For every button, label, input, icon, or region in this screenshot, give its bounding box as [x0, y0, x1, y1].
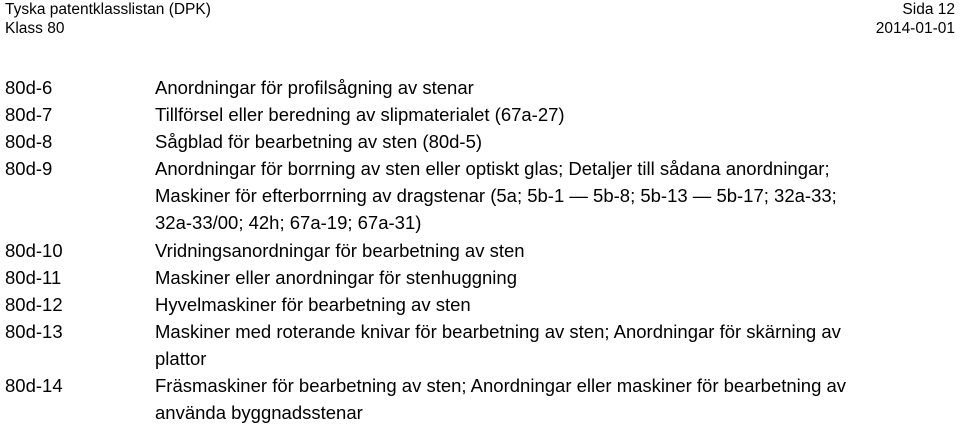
description-line: Fräsmaskiner för bearbetning av sten; Anordningar eller maskiner för bearbetning av	[155, 375, 847, 397]
description-line: Vridningsanordningar för bearbetning av sten	[155, 239, 525, 261]
class-code: 80d-10	[5, 239, 63, 261]
classification-list	[5, 74, 955, 426]
list-item	[5, 128, 955, 155]
description-line: Hyvelmaskiner för bearbetning av sten	[155, 293, 471, 315]
class-description	[155, 128, 950, 155]
header-row-top	[5, 0, 955, 19]
page-number: Sida 12	[902, 1, 955, 18]
description-line: Maskiner med roterande knivar för bearbetning av sten; Anordningar för skärning av	[155, 320, 841, 342]
list-item	[5, 318, 955, 372]
list-item	[5, 155, 955, 236]
class-code: 80d-6	[5, 77, 53, 98]
class-description	[155, 264, 950, 291]
document-title: Tyska patentklasslistan (DPK)	[5, 1, 211, 18]
class-code: 80d-14	[5, 375, 63, 397]
class-description	[155, 291, 950, 318]
class-description	[155, 237, 950, 264]
class-code: 80d-8	[5, 131, 53, 153]
document-date: 2014-01-01	[875, 20, 955, 37]
class-description	[155, 372, 950, 426]
description-line: Anordningar för borrning av sten eller optiskt glas; Detaljer till sådana anordningar;	[155, 158, 830, 180]
class-description	[155, 101, 950, 128]
list-item	[5, 264, 955, 291]
class-description	[155, 318, 950, 372]
class-code: 80d-13	[5, 320, 63, 342]
page-header	[5, 0, 955, 40]
description-line: Anordningar för profilsågning av stenar	[155, 77, 474, 98]
description-line: plattor	[155, 347, 207, 369]
description-line: använda byggnadsstenar	[155, 402, 363, 424]
description-line: Sågblad för bearbetning av sten (80d-5)	[155, 131, 483, 153]
description-line: 32a-33/00; 42h; 67a-19; 67a-31)	[155, 212, 422, 234]
class-code: 80d-9	[5, 158, 53, 180]
description-line: Maskiner eller anordningar för stenhuggning	[155, 266, 517, 288]
list-item	[5, 101, 955, 128]
class-code: 80d-12	[5, 293, 63, 315]
list-item	[5, 237, 955, 264]
class-description	[155, 155, 950, 236]
class-label: Klass 80	[5, 20, 65, 37]
class-code: 80d-7	[5, 104, 53, 126]
list-item	[5, 291, 955, 318]
class-description	[155, 74, 950, 101]
class-code: 80d-11	[5, 266, 62, 288]
description-line: Maskiner för efterborrning av dragstenar (5a; 5b-1 — 5b-8; 5b-13 — 5b-17; 32a-33;	[155, 185, 837, 207]
list-item	[5, 74, 955, 101]
description-line: Tillförsel eller beredning av slipmaterialet (67a-27)	[155, 104, 565, 126]
header-row-bottom	[5, 19, 955, 38]
list-item	[5, 372, 955, 426]
